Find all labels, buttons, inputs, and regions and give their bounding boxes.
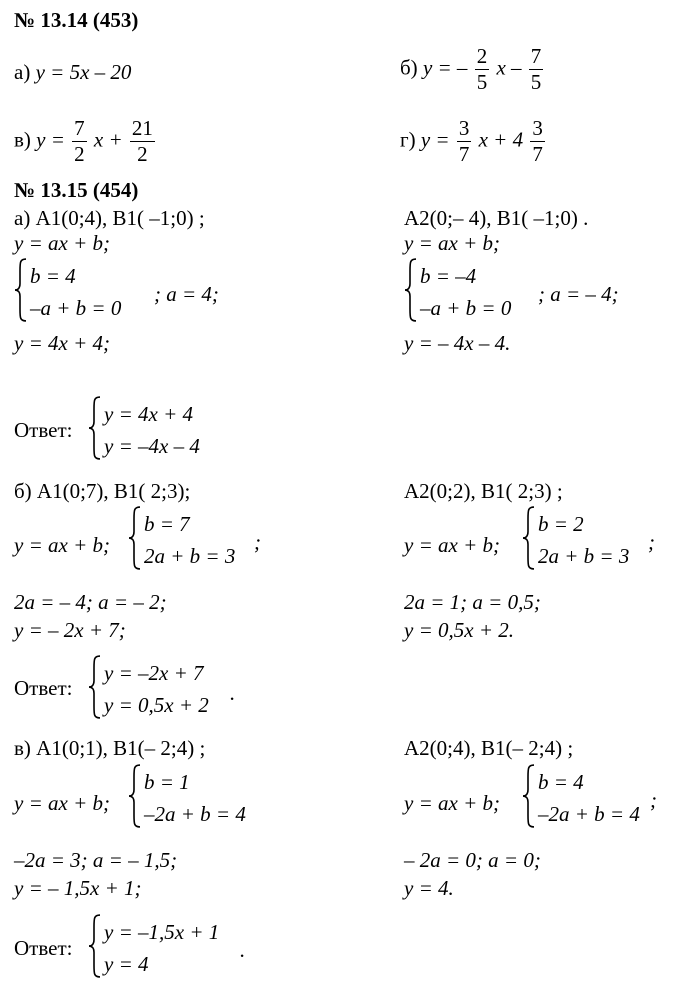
system-line: y = 0,5x + 2 (104, 693, 209, 717)
fraction: $\frac{2}{5}$ (476, 44, 488, 94)
points-v-right: A2(0;4), B1(– 2;4) ; (404, 736, 574, 760)
system-line: y = –1,5x + 1 (104, 920, 220, 944)
system-v-right (522, 764, 672, 828)
system-line: y = 4x + 4 (104, 402, 193, 426)
result-a-left (14, 333, 110, 354)
system-a-left (14, 258, 264, 322)
system-after: . (230, 681, 236, 705)
system-after: . (240, 938, 246, 962)
fraction: $\frac{21}{2}$ (131, 116, 153, 166)
system-line: b = 7 (144, 512, 190, 536)
answer-system-a (88, 396, 308, 460)
system-line: –2a + b = 4 (538, 802, 640, 826)
brace-icon (88, 655, 102, 719)
answer-13-14-b (400, 46, 545, 93)
result-b-right (404, 620, 514, 641)
eq-text: –2a = 3; a = – 1,5; (14, 848, 178, 872)
eq-text: y = ax + b; (404, 533, 500, 557)
equation-a-right (404, 233, 500, 254)
step-v-left (14, 850, 177, 871)
system-line: y = –2x + 7 (104, 661, 204, 685)
system-line: b = –4 (420, 264, 477, 288)
points-b-right: A2(0;2), B1( 2;3) ; (404, 479, 563, 503)
eq-text: y = ax + b; (14, 791, 110, 815)
result-b-left (14, 620, 126, 641)
step-b-right (404, 592, 541, 613)
system-v-left (128, 764, 288, 828)
points-b-left: б) A1(0;7), B1( 2;3); (14, 479, 191, 503)
system-after: ; (650, 788, 657, 812)
answer-13-14-v (14, 118, 157, 165)
problem-13-14-header: № 13.14 (453) (14, 8, 139, 32)
points-a-left: а) A1(0;4), B1( –1;0) ; (14, 206, 205, 230)
equation-v-right (404, 793, 500, 814)
equation-v-left (14, 793, 110, 814)
system-line: y = 4 (104, 952, 149, 976)
system-line: b = 4 (30, 264, 76, 288)
brace-icon (14, 258, 28, 322)
label: а) (14, 60, 31, 84)
eq-text: y = – 4x – 4. (404, 331, 511, 355)
eq-text: y = 4x + 4; (14, 331, 110, 355)
eq-start: y = – (422, 55, 468, 80)
problem-13-15-header: № 13.15 (454) (14, 178, 139, 202)
eq-text: 2a = 1; a = 0,5; (404, 590, 541, 614)
system-a-right (404, 258, 654, 322)
equation: y = 5x – 20 (35, 60, 132, 84)
label: в) (14, 127, 31, 152)
system-line: b = 1 (144, 770, 190, 794)
brace-icon (88, 396, 102, 460)
eq-text: y = – 2x + 7; (14, 618, 126, 642)
eq-text: y = ax + b; (14, 231, 110, 255)
eq-text: y = ax + b; (14, 533, 110, 557)
system-line: 2a + b = 3 (144, 544, 236, 568)
points-v-left: в) A1(0;1), B1(– 2;4) ; (14, 736, 206, 760)
system-after: ; (648, 530, 655, 554)
system-line: b = 2 (538, 512, 584, 536)
eq-text: y = 0,5x + 2. (404, 618, 514, 642)
fraction: $\frac{7}{5}$ (530, 44, 542, 94)
step-b-left (14, 592, 167, 613)
answer-13-14-a (14, 62, 131, 83)
result-a-right (404, 333, 510, 354)
system-b-right (522, 506, 672, 570)
eq-mid: x + 4 (478, 127, 524, 152)
fraction: $\frac{7}{2}$ (74, 116, 85, 166)
label: б) (400, 55, 418, 80)
equation-b-right (404, 535, 500, 556)
system-line: 2a + b = 3 (538, 544, 630, 568)
brace-icon (88, 914, 102, 978)
points-a-right: A2(0;– 4), B1( –1;0) . (404, 206, 589, 230)
system-line: –a + b = 0 (420, 296, 512, 320)
system-after: ; a = 4; (154, 282, 219, 306)
equation-a-left (14, 233, 110, 254)
answer-label-b: Ответ: (14, 676, 73, 700)
system-line: –a + b = 0 (30, 296, 122, 320)
answer-label-v: Ответ: (14, 936, 73, 960)
system-line: b = 4 (538, 770, 584, 794)
brace-icon (128, 764, 142, 828)
label: г) (400, 127, 416, 152)
answer-system-b (88, 655, 308, 719)
eq-text: y = ax + b; (404, 231, 500, 255)
fraction: $\frac{3}{7}$ (532, 116, 543, 166)
eq-text: y = – 1,5x + 1; (14, 876, 142, 900)
system-line: y = –4x – 4 (104, 434, 200, 458)
eq-text: y = 4. (404, 876, 454, 900)
fraction: $\frac{3}{7}$ (458, 116, 470, 166)
system-line: –2a + b = 4 (144, 802, 246, 826)
eq-start: y = (36, 127, 65, 152)
eq-mid: x – (496, 55, 522, 80)
system-b-left (128, 506, 288, 570)
eq-text: – 2a = 0; a = 0; (404, 848, 541, 872)
brace-icon (404, 258, 418, 322)
brace-icon (128, 506, 142, 570)
brace-icon (522, 764, 536, 828)
system-after: ; a = – 4; (538, 282, 619, 306)
result-v-left (14, 878, 141, 899)
eq-text: 2a = – 4; a = – 2; (14, 590, 167, 614)
answer-13-14-g (400, 118, 547, 165)
system-after: ; (254, 530, 261, 554)
brace-icon (522, 506, 536, 570)
eq-start: y = (420, 127, 450, 152)
answer-system-v (88, 914, 308, 978)
eq-text: y = ax + b; (404, 791, 500, 815)
step-v-right (404, 850, 541, 871)
equation-b-left (14, 535, 110, 556)
eq-mid: x + (93, 127, 123, 152)
answer-label-a: Ответ: (14, 418, 73, 442)
result-v-right (404, 878, 454, 899)
